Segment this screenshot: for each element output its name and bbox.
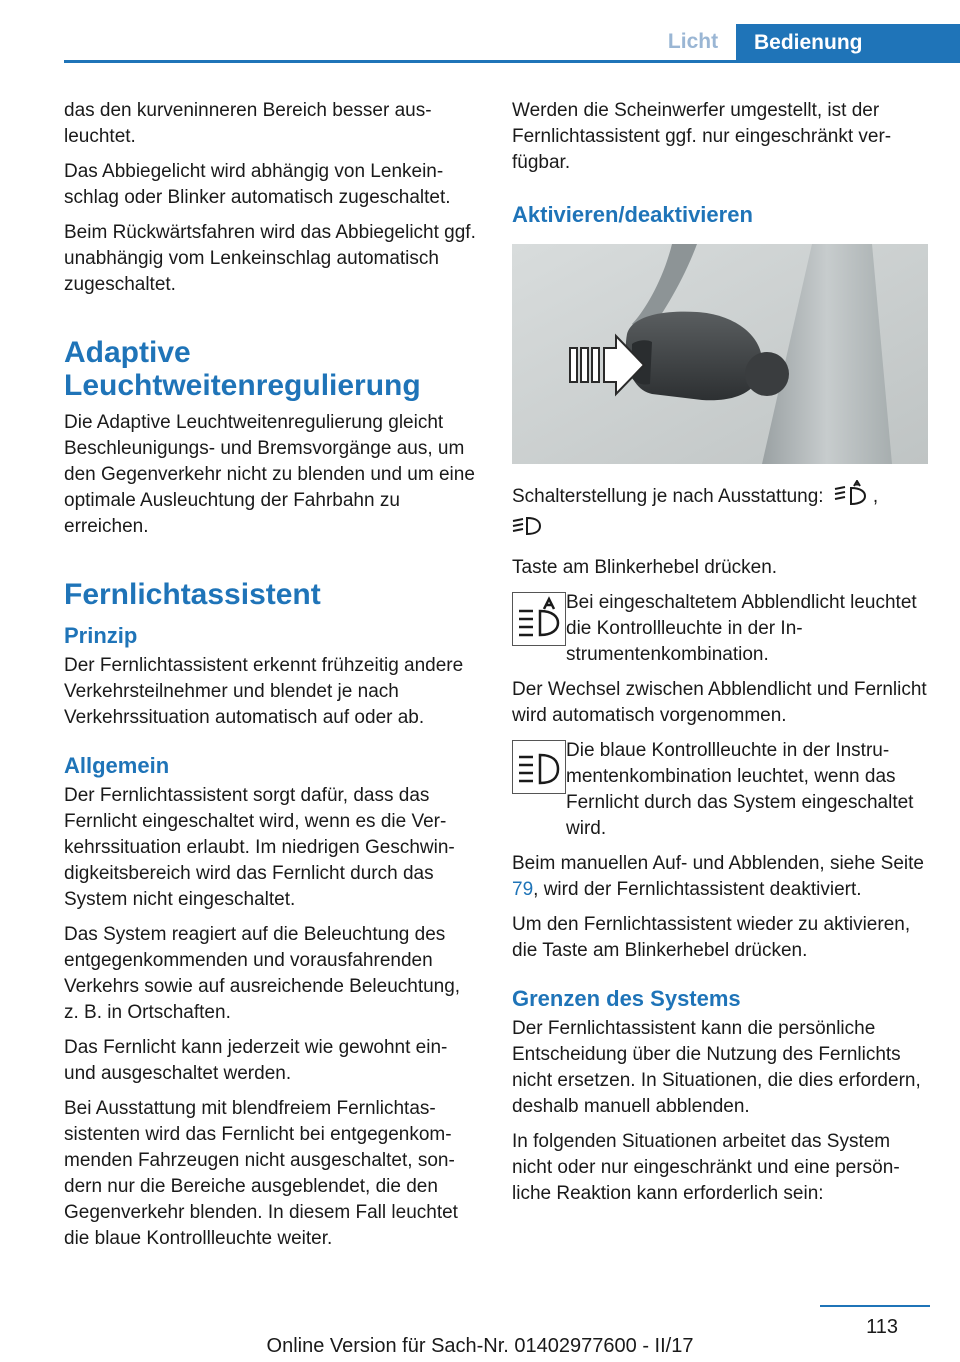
heading-aktivieren-deaktivieren: Aktivieren/deaktivieren	[512, 202, 753, 227]
high-beam-indicator-icon	[512, 740, 566, 794]
heading-fernlichtassistent: Fernlichtassistent	[64, 578, 321, 611]
manuell-text-end: , wird der Fernlichtassistent deaktiviert.	[533, 879, 862, 900]
paragraph: Der Fernlichtassistent kann die persönliche Entscheidung über die Nutzung des Fernlichts nicht ersetzen. In Situationen, die dies erfordern, deshalb manuell abblenden.	[512, 1018, 921, 1117]
paragraph: Der Fernlichtassistent erkennt frühzeitig andere Verkehrsteilnehmer und blendet je nach Verkehrssituation automatisch auf oder ab.	[64, 655, 464, 728]
heading-grenzen-des-systems: Grenzen des Systems	[512, 986, 741, 1011]
indicator-note-high-beam	[512, 738, 930, 842]
page-number: 113	[866, 1316, 898, 1338]
paragraph: Werden die Scheinwerfer umgestellt, ist der Fernlichtassistent ggf. nur eingeschränkt verfügbar.	[512, 100, 892, 173]
page-link-79[interactable]: 79	[512, 879, 534, 900]
paragraph: Das Abbiegelicht wird abhängig von Lenkeinschlag oder Blinker automatisch zugeschaltet.	[64, 161, 451, 208]
paragraph: Der Fernlichtassistent sorgt dafür, dass das Fernlicht eingeschaltet wird, wenn es die Verkehrssituation erlaubt. Im niedrigen Geschwindigkeitsbereich wird das Fernlicht durch das System nicht eingeschaltet.	[64, 785, 455, 910]
heading-adaptive-leuchtweitenregulierung: Adaptive Leuchtweitenregulierung	[64, 336, 421, 402]
paragraph-schalterstellung	[512, 480, 930, 546]
paragraph: In folgenden Situationen arbeitet das System nicht oder nur eingeschränkt und eine persönliche Reaktion kann erforderlich sein:	[512, 1131, 900, 1204]
header-tab-licht: Licht	[667, 30, 719, 53]
paragraph: Der Wechsel zwischen Abblendlicht und Fernlicht wird automatisch vorgenommen.	[512, 679, 927, 726]
paragraph-manuell	[512, 851, 930, 903]
paragraph: Das Fernlicht kann jederzeit wie gewohnt ein- und ausgeschaltet werden.	[64, 1037, 448, 1084]
right-column	[512, 98, 930, 1216]
schalterstellung-text: Schalterstellung je nach Ausstattung:	[512, 486, 824, 508]
heading-prinzip: Prinzip	[64, 623, 138, 648]
header-rule	[64, 60, 960, 63]
paragraph: Um den Fernlichtassistent wieder zu aktivieren, die Taste am Blinkerhebel drücken.	[512, 914, 911, 961]
page-number-rule	[820, 1305, 930, 1307]
high-beam-assistant-auto-icon	[833, 480, 869, 514]
indicator-note-low-beam	[512, 590, 930, 668]
paragraph: Das System reagiert auf die Beleuchtung des entgegenkommenden und vorausfahrenden Verkehrs sowie auf ausreichende Beleuchtung, z. B. in Ortschaften.	[64, 924, 461, 1023]
paragraph: Bei Ausstattung mit blendfreiem Fernlichtassistenten wird das Fernlicht bei entgegenkommenden Fahrzeugen nicht ausgeschaltet, sondern nur die Bereiche ausgeblendet, die den Gegenverkehr blenden. In diesem Fall leuchtet die blaue Kontrollleuchte weiter.	[64, 1098, 458, 1249]
paragraph: Die blaue Kontrollleuchte in der Instrumentenkombination leuchtet, wenn das Fernlicht durch das System eingeschaltet wird.	[566, 740, 914, 839]
comma: ,	[872, 486, 879, 508]
paragraph: das den kurveninneren Bereich besser ausleuchtet.	[64, 100, 432, 147]
high-beam-assistant-auto-indicator-icon	[512, 592, 566, 646]
high-beam-assistant-icon	[512, 514, 542, 546]
manuell-text: Beim manuellen Auf- und Abblenden, siehe Seite	[512, 853, 924, 874]
paragraph: Die Adaptive Leuchtweitenregulierung gleicht Beschleunigungs- und Bremsvorgänge aus, um den Gegenverkehr nicht zu blenden und um eine optimale Ausleuchtung der Fahrbahn zu erreichen.	[64, 412, 475, 537]
paragraph: Taste am Blinkerhebel drücken.	[512, 557, 778, 578]
heading-allgemein: Allgemein	[64, 753, 170, 778]
footer-online-version: Online Version für Sach-Nr. 01402977600 - II/17	[266, 1335, 694, 1357]
left-column	[64, 98, 478, 1261]
paragraph: Beim Rückwärtsfahren wird das Abbiegelicht ggf. unabhängig vom Lenkeinschlag automatisch zugeschaltet.	[64, 222, 476, 295]
blinker-lever-illustration	[512, 244, 928, 464]
paragraph: Bei eingeschaltetem Abblendlicht leuchtet die Kontrollleuchte in der Instrumentenkombination.	[566, 592, 917, 665]
header-tab-bedienung: Bedienung	[736, 24, 960, 63]
